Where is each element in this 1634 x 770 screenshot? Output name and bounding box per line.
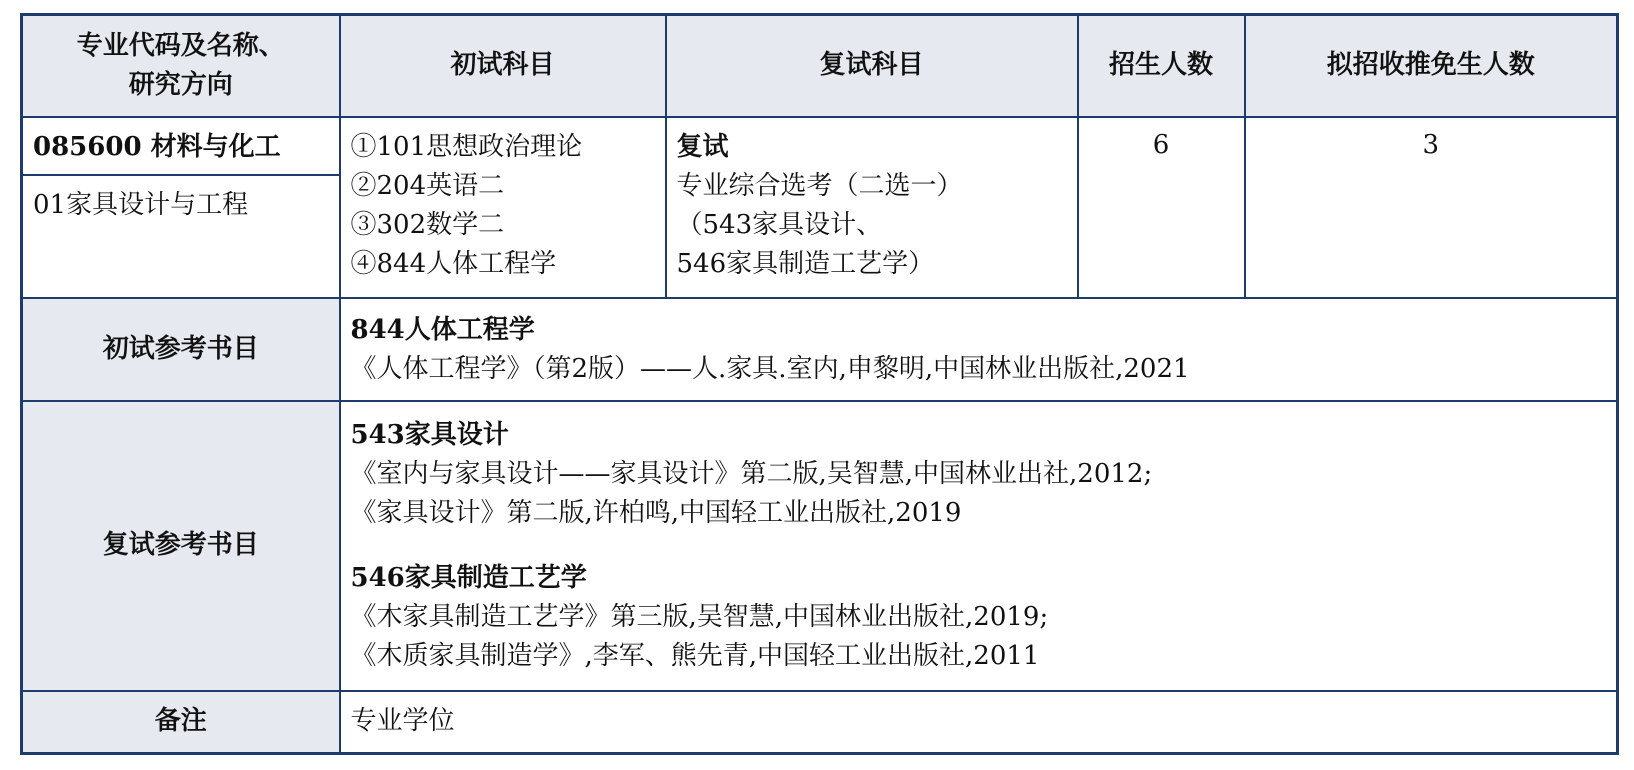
retest-title: 复试 bbox=[676, 131, 729, 162]
header-exempt: 拟招收推免生人数 bbox=[1245, 15, 1618, 117]
header-enrollment: 招生人数 bbox=[1078, 15, 1245, 117]
initial-subject-1: ①101思想政治理论 bbox=[350, 131, 583, 162]
header-program-line1: 专业代码及名称、 bbox=[76, 30, 285, 61]
admission-table bbox=[20, 13, 1619, 755]
initial-subject-4: ④844人体工程学 bbox=[350, 248, 557, 279]
retest-subjects-cell bbox=[666, 117, 1078, 299]
initial-refs-cell bbox=[340, 298, 1618, 400]
program-row bbox=[22, 117, 1618, 299]
retest-refs-group2-title: 546家具制造工艺学 bbox=[350, 562, 587, 593]
program-direction-box bbox=[23, 176, 339, 225]
header-program-line2: 研究方向 bbox=[128, 69, 233, 100]
program-code-name-box bbox=[23, 118, 339, 176]
header-retest-subjects: 复试科目 bbox=[666, 15, 1078, 117]
exempt-count: 3 bbox=[1245, 117, 1618, 299]
retest-line-3: 546家具制造工艺学） bbox=[676, 248, 935, 279]
initial-subjects-cell bbox=[340, 117, 666, 299]
retest-refs-group2-book2: 《木质家具制造学》,李军、熊先青,中国轻工业出版社,2011 bbox=[350, 640, 1040, 671]
header-initial-subjects: 初试科目 bbox=[340, 15, 666, 117]
retest-refs-group1-title: 543家具设计 bbox=[350, 419, 509, 450]
retest-refs-row bbox=[22, 401, 1618, 691]
initial-refs-title: 844人体工程学 bbox=[350, 314, 535, 345]
program-code-name: 085600 材料与化工 bbox=[33, 131, 281, 162]
remarks-value: 专业学位 bbox=[340, 691, 1618, 754]
remarks-row bbox=[22, 691, 1618, 754]
retest-refs-label: 复试参考书目 bbox=[22, 401, 340, 691]
initial-subject-2: ②204英语二 bbox=[350, 170, 505, 201]
retest-line-1: 专业综合选考（二选一） bbox=[676, 170, 963, 201]
remarks-label: 备注 bbox=[22, 691, 340, 754]
enrollment-count: 6 bbox=[1078, 117, 1245, 299]
initial-refs-book: 《人体工程学》（第2版）——人.家具.室内,申黎明,中国林业出版社,2021 bbox=[350, 353, 1190, 384]
retest-refs-group1-book1: 《室内与家具设计——家具设计》第二版,吴智慧,中国林业出社,2012; bbox=[350, 458, 1153, 489]
initial-subject-3: ③302数学二 bbox=[350, 209, 505, 240]
retest-refs-group2-book1: 《木家具制造工艺学》第三版,吴智慧,中国林业出版社,2019; bbox=[350, 601, 1049, 632]
program-direction: 01家具设计与工程 bbox=[33, 189, 249, 220]
program-cell bbox=[22, 117, 340, 299]
spacer bbox=[351, 533, 1607, 559]
retest-refs-group1-book2: 《家具设计》第二版,许柏鸣,中国轻工业出版社,2019 bbox=[350, 497, 962, 528]
header-row bbox=[22, 15, 1618, 117]
header-program bbox=[22, 15, 340, 117]
retest-refs-cell bbox=[340, 401, 1618, 691]
initial-refs-label: 初试参考书目 bbox=[22, 298, 340, 400]
retest-line-2: （543家具设计、 bbox=[676, 209, 883, 240]
initial-refs-row bbox=[22, 298, 1618, 400]
